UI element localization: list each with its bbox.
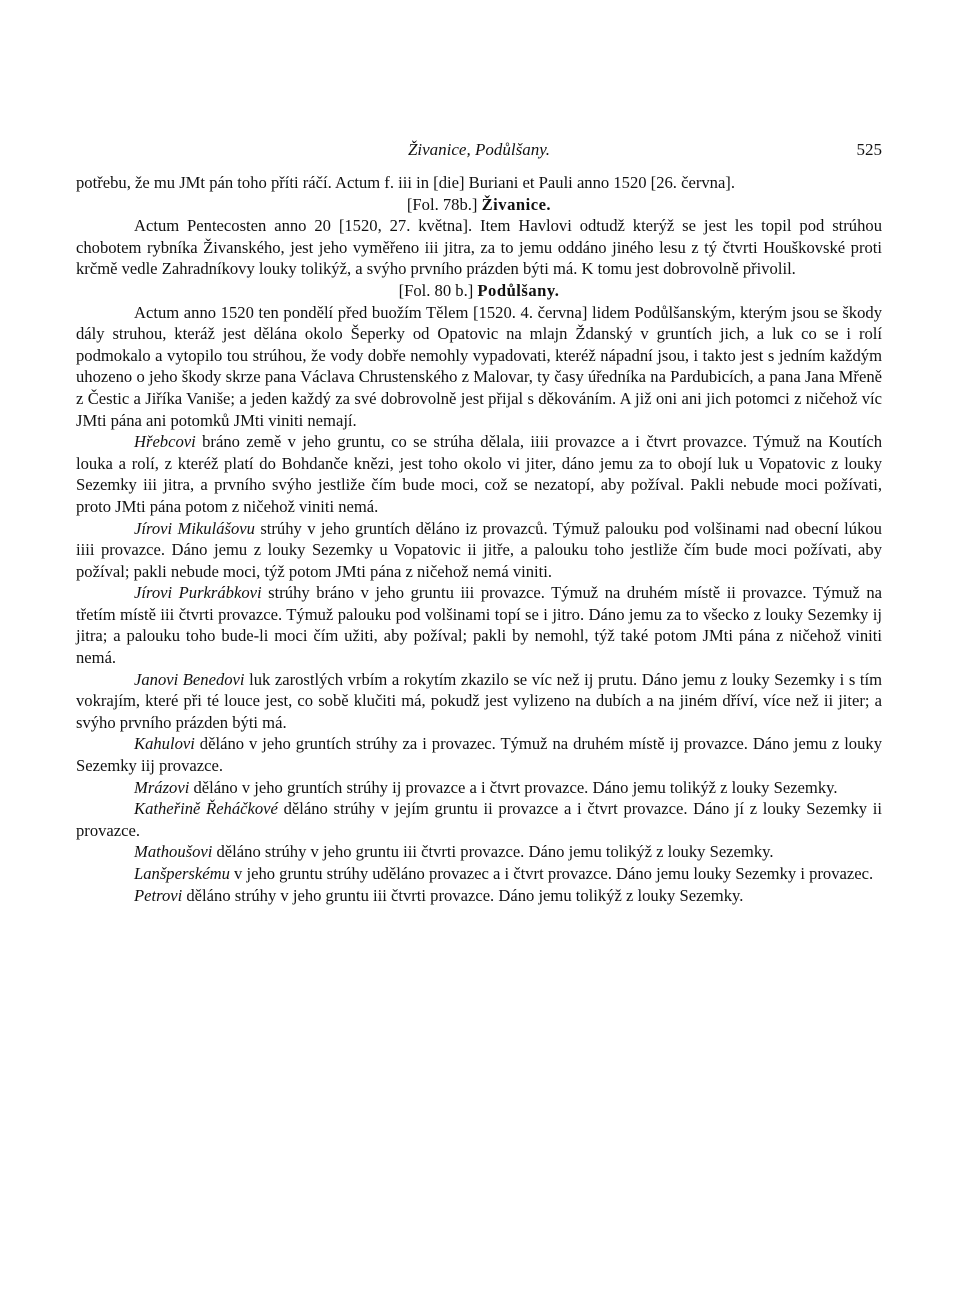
- paragraph-text: děláno strúhy v jeho gruntu iii čtvrti provazce. Dáno jemu tolikýž z louky Sezemky.: [182, 885, 744, 905]
- paragraph: [76, 215, 882, 280]
- paragraph-text: děláno v jeho gruntích strúhy za i provazec. Týmuž na druhém místě ij provazce. Dáno jemu z louky Sezemky iij provazce.: [76, 734, 882, 776]
- paragraph-text: Actum anno 1520 ten pondělí před buožím Tělem [1520. 4. června] lidem Podůlšanským, kterým jsou se škody dály struhou, kteráž jest dělána okolo Šeperky od Opatovic na mlajn Ždanský v gruntích jich, a luk co se i rolí podmokalo a vytopilo tou strúhou, že vody dobře nemohly vypadovati, kteréž nápadní jsou, i takto jest s jedním každým uhozeno o jeho škody skrze pana Václava Chrustenského z Malovar, ty časy úředníka na Pardubicích, a pana Jana Mřeně z Čestic a Jiříka Vaniše; a jeden každý za své dobrovolně jest přijal s děkováním. A již oni ani jich potomci z ničehož víc JMti pána ani potomků JMti viniti nemají.: [76, 302, 882, 430]
- paragraph-text: v jeho gruntu strúhy uděláno provazec a i čtvrt provazce. Dáno jemu louky Sezemky i provazec.: [229, 864, 874, 883]
- paragraph-text: děláno strúhy v jeho gruntu iii čtvrti provazce. Dáno jemu tolikýž z louky Sezemky.: [212, 842, 774, 862]
- paragraph-text: potřebu, že mu JMt pán toho příti ráčí. Actum f. iii in [die] Buriani et Pauli anno 1520 [26. června].: [76, 173, 735, 192]
- paragraph-text: bráno země v jeho gruntu, co se strúha dělala, iiii provazce a i čtvrt provazce. Týmuž na Koutích louka a rolí, z kteréž platí do Bohdanče knězi, jest toho okolo vi jiter, dáno jemu za to obojí luk u Vopatovic z louky Sezemky iii jitra, a prvního svýho jestliže čím bude moci, což se nezatopí, aby požíval. Pakli nebude moci požívati, proto JMti pána potom z ničehož viniti nemá.: [76, 432, 882, 516]
- paragraph: [76, 885, 882, 907]
- paragraph: [76, 863, 882, 885]
- person-name: Hřebcovi: [134, 432, 196, 452]
- folio-reference: [Fol. 80 b.]: [398, 280, 474, 300]
- person-name: Kahulovi: [134, 734, 195, 754]
- place-name: Podůlšany.: [477, 280, 560, 300]
- paragraph: [76, 431, 882, 517]
- section-heading: [76, 280, 882, 302]
- paragraph: [76, 582, 882, 668]
- person-name: Mathoušovi: [134, 842, 213, 862]
- person-name: Mrázovi: [134, 777, 190, 797]
- running-title: Živanice, Podůlšany.: [407, 140, 551, 159]
- folio-reference: [Fol. 78b.]: [406, 194, 478, 214]
- paragraph-text: děláno strúhy v jejím gruntu ii provazce a i čtvrt provazce. Dáno jí z louky Sezemky ii provazce.: [76, 799, 882, 840]
- paragraph: [76, 777, 882, 799]
- paragraph: [76, 302, 882, 432]
- person-name: Lanšperskému: [134, 864, 230, 883]
- page-number: 525: [856, 140, 882, 159]
- page-header: [76, 136, 882, 164]
- person-name: Petrovi: [134, 885, 183, 905]
- paragraph-text: luk zarostlých vrbím a rokytím zkazilo se víc než ij prutu. Dáno jemu z louky Sezemky i s tím vokrajím, které při té louce jest, co sobě klučiti má, pokudž jest vylizeno na dubích a na jiném dříví, více než ii jiter; a svýho prvního prázden býti má.: [76, 669, 882, 732]
- person-name: Jírovi Purkrábkovi: [134, 583, 262, 603]
- paragraph: [76, 733, 882, 776]
- place-name: Živanice.: [481, 194, 552, 214]
- person-name: Jírovi Mikulášovu: [134, 518, 255, 538]
- paragraph: [76, 172, 882, 194]
- person-name: Janovi Benedovi: [134, 669, 245, 689]
- paragraph-text: Actum Pentecosten anno 20 [1520, 27. května]. Item Havlovi odtudž kterýž se jest les topil pod strúhou chobotem rybníka Živanského, jest jeho vyměřeno iii jitra, za to jemu oddáno jiného lesu z tý čtvrti Houškovské proti krčmě vedle Zahradníkovy louky tolikýž, a svýho prvního prázden býti má. K tomu jest dobrovolně přivolil.: [76, 216, 882, 279]
- person-name: Katheřině Řeháčkové: [134, 799, 278, 819]
- paragraph: [76, 518, 882, 583]
- paragraph-text: děláno v jeho gruntích strúhy ij provazce a i čtvrt provazce. Dáno jemu tolikýž z louky Sezemky.: [189, 777, 838, 797]
- document-body: [76, 172, 882, 906]
- paragraph-text: strúhy v jeho gruntích děláno iz provazců. Týmuž palouku pod volšinami nad obecní lúkou iiii provazce. Dáno jemu z louky Sezemky u Vopatovic ii jitře, a palouku toho jestliže čím bude moci požívati, aby požíval; pakli nebude moci, týž potom JMti pána z ničehož nemá viniti.: [76, 518, 882, 581]
- paragraph: [76, 669, 882, 734]
- section-heading: [76, 194, 882, 216]
- paragraph: [76, 798, 882, 841]
- paragraph: [76, 841, 882, 863]
- document-page: [76, 136, 882, 906]
- paragraph-text: strúhy bráno v jeho gruntu iii provazce. Týmuž na druhém místě ii provazce. Týmuž na třetím místě iii čtvrti provazce. Týmuž palouku pod volšinami topí se i jitro. Dáno jemu za to všecko z louky Sezemky ij jitra; a palouku toho bude-li moci čím užiti, aby požíval; pakli by nemohl, týž také potom JMti pána z ničehož viniti nemá.: [76, 583, 883, 668]
